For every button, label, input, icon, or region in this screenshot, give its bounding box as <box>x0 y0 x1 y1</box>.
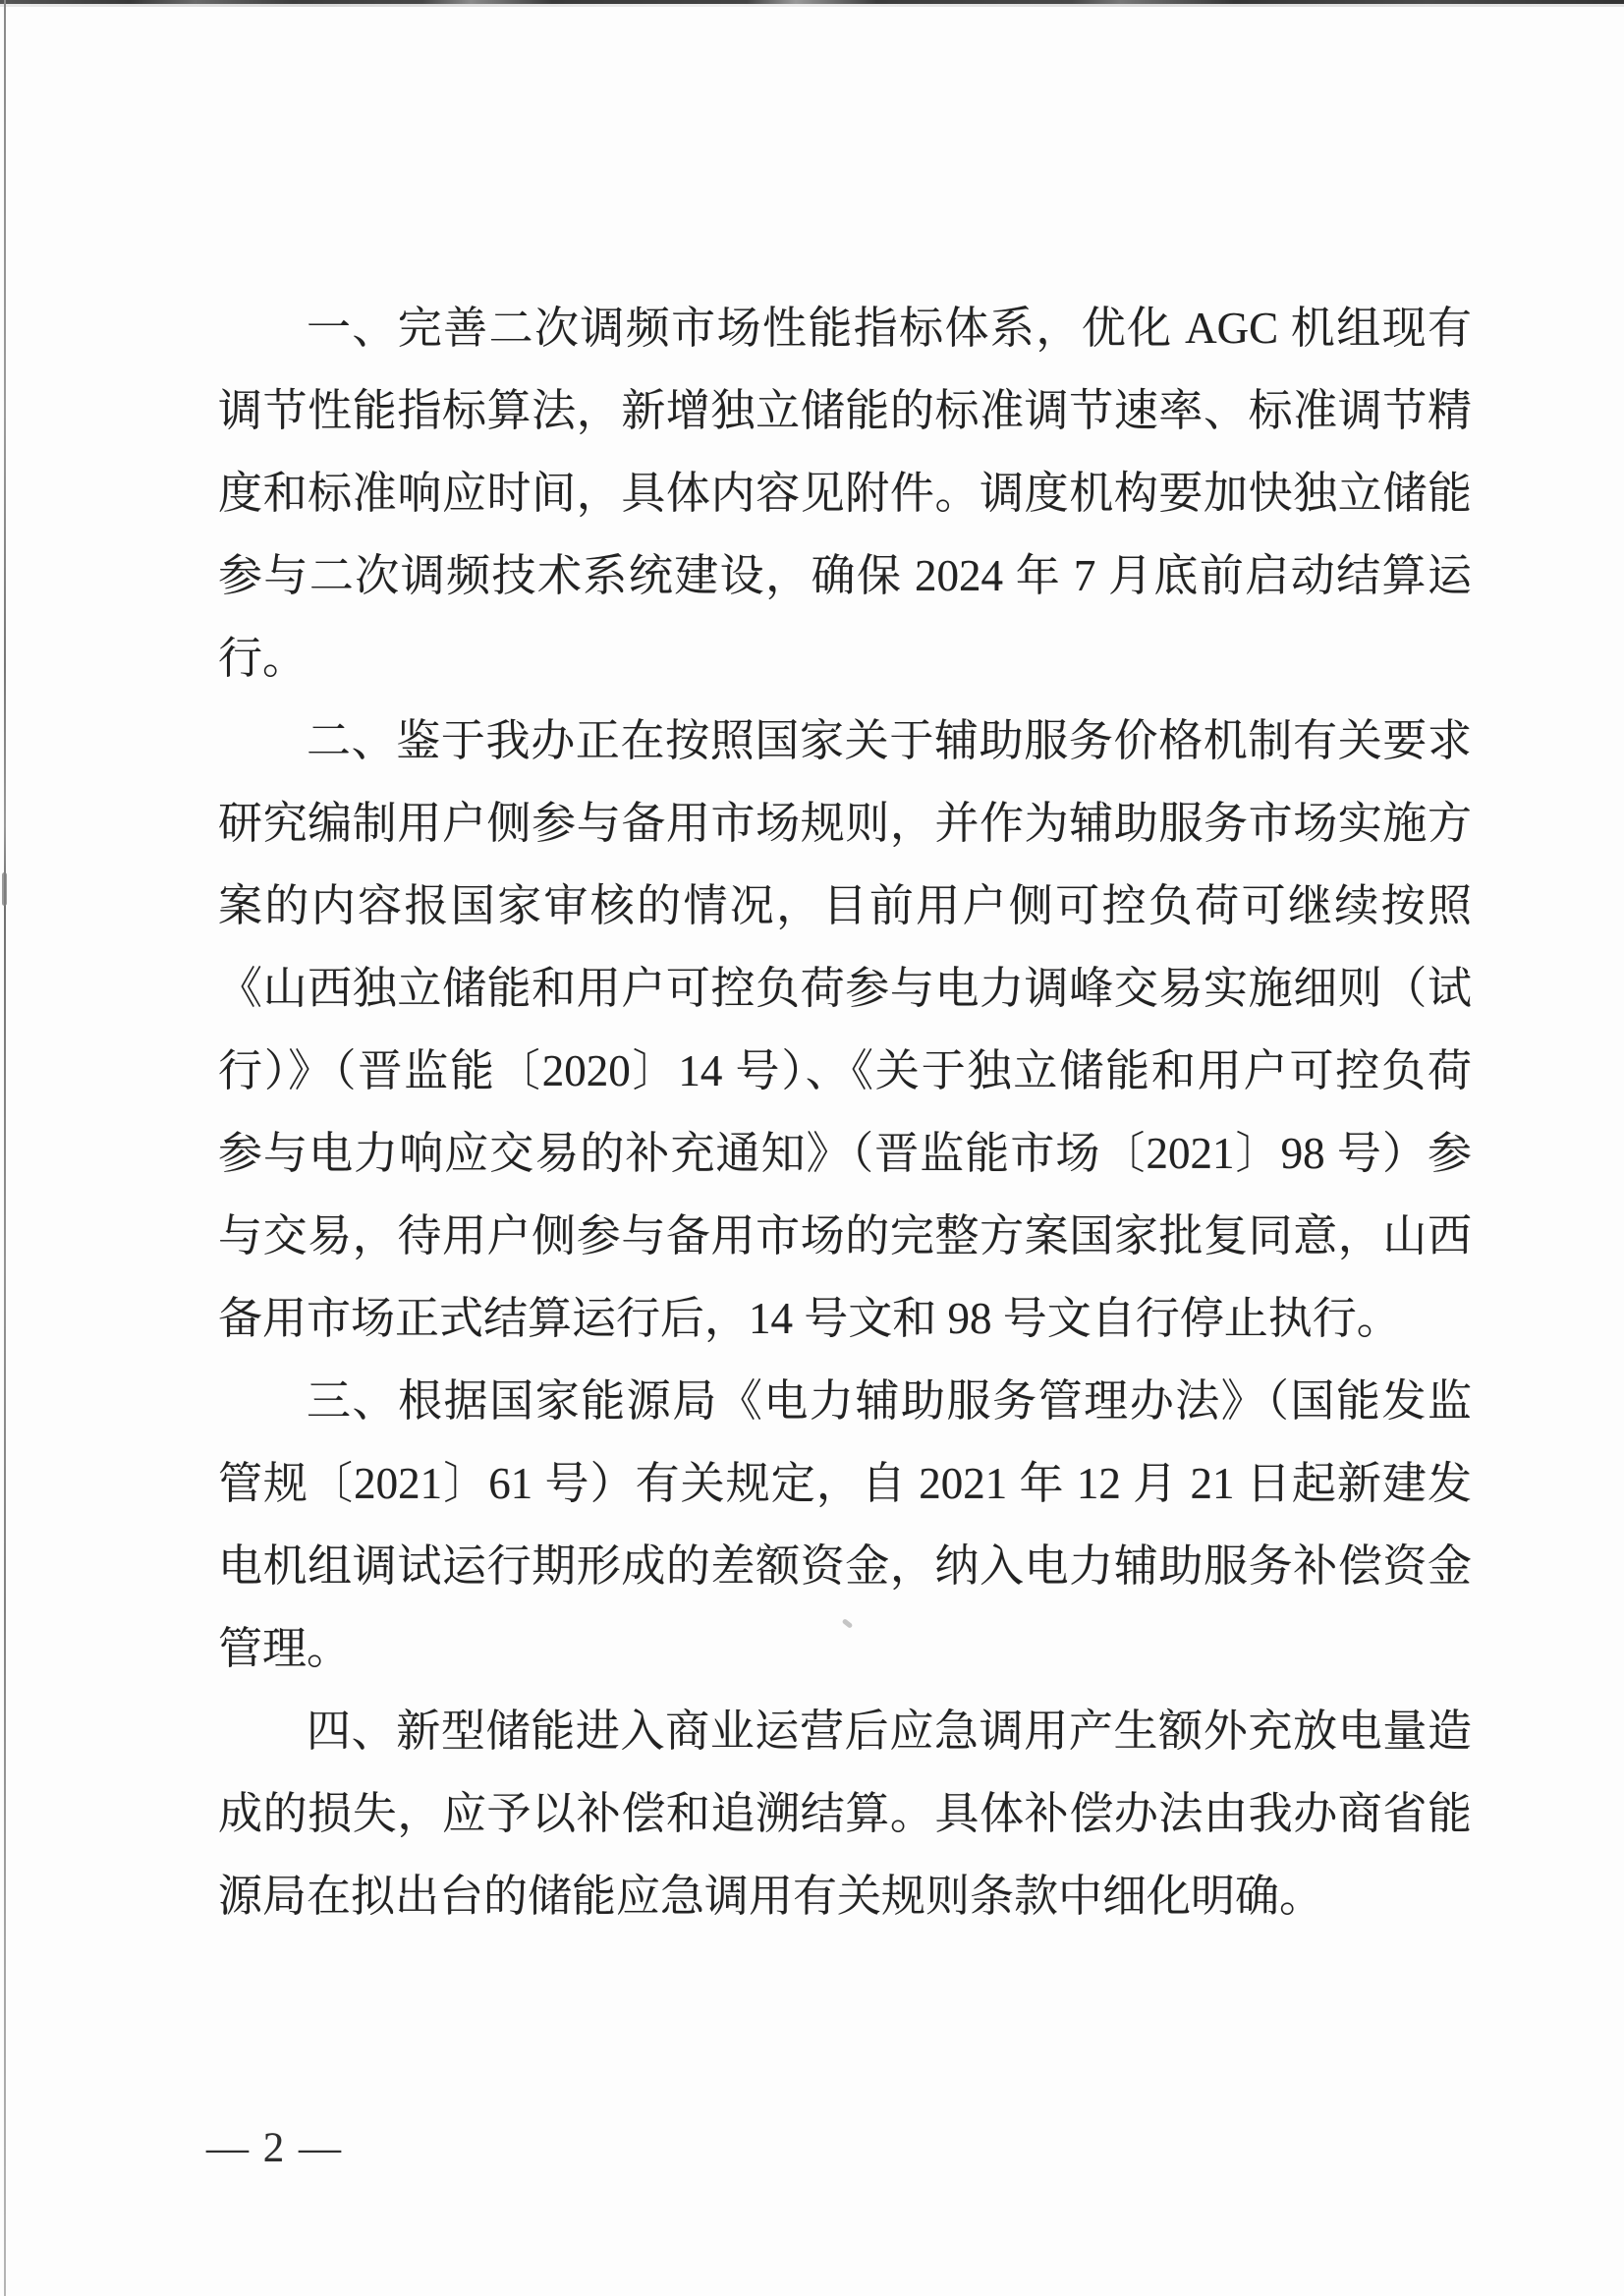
text-line: 调节性能指标算法，新增独立储能的标准调节速率、标准调节精 <box>218 386 1472 435</box>
text-line: 研究编制用户侧参与备用市场规则，并作为辅助服务市场实施方 <box>218 799 1472 848</box>
text-line: 与交易，待用户侧参与备用市场的完整方案国家批复同意，山西 <box>218 1211 1472 1260</box>
text-line: 《山西独立储能和用户可控负荷参与电力调峰交易实施细则（试 <box>218 964 1472 1013</box>
document-body <box>218 287 1472 1937</box>
text-line: 电机组调试运行期形成的差额资金，纳入电力辅助服务补偿资金 <box>218 1541 1472 1591</box>
text-line: 三、根据国家能源局《电力辅助服务管理办法》（国能发监 <box>307 1376 1472 1426</box>
text-line: 管理。 <box>218 1624 352 1673</box>
text-line: 四、新型储能进入商业运营后应急调用产生额外充放电量造 <box>307 1707 1472 1756</box>
page-number: — 2 — <box>206 2125 343 2171</box>
text-line: 成的损失，应予以补偿和追溯结算。具体补偿办法由我办商省能 <box>218 1789 1472 1838</box>
text-line: 度和标准响应时间，具体内容见附件。调度机构要加快独立储能 <box>218 469 1472 518</box>
text-line: 一、完善二次调频市场性能指标体系，优化 AGC 机组现有 <box>307 304 1472 353</box>
text-line: 行。 <box>218 634 308 683</box>
text-line: 二、鉴于我办正在按照国家关于辅助服务价格机制有关要求 <box>307 716 1472 765</box>
text-line: 备用市场正式结算运行后，14 号文和 98 号文自行停止执行。 <box>218 1294 1401 1343</box>
text-line: 参与电力响应交易的补充通知》（晋监能市场〔2021〕98 号）参 <box>218 1129 1472 1178</box>
text-line: 源局在拟出台的储能应急调用有关规则条款中细化明确。 <box>218 1872 1324 1921</box>
text-line: 参与二次调频技术系统建设，确保 2024 年 7 月底前启动结算运 <box>218 551 1472 600</box>
scan-blob-artifact <box>2 872 7 906</box>
scan-edge-artifact-left <box>4 0 6 2296</box>
text-line: 管规〔2021〕61 号）有关规定，自 2021 年 12 月 21 日起新建发 <box>218 1459 1472 1508</box>
text-line: 案的内容报国家审核的情况，目前用户侧可控负荷可继续按照 <box>218 881 1472 930</box>
text-line: 行）》（晋监能〔2020〕14 号）、《关于独立储能和用户可控负荷 <box>218 1046 1472 1095</box>
scan-edge-fuzz-top <box>0 4 1624 7</box>
